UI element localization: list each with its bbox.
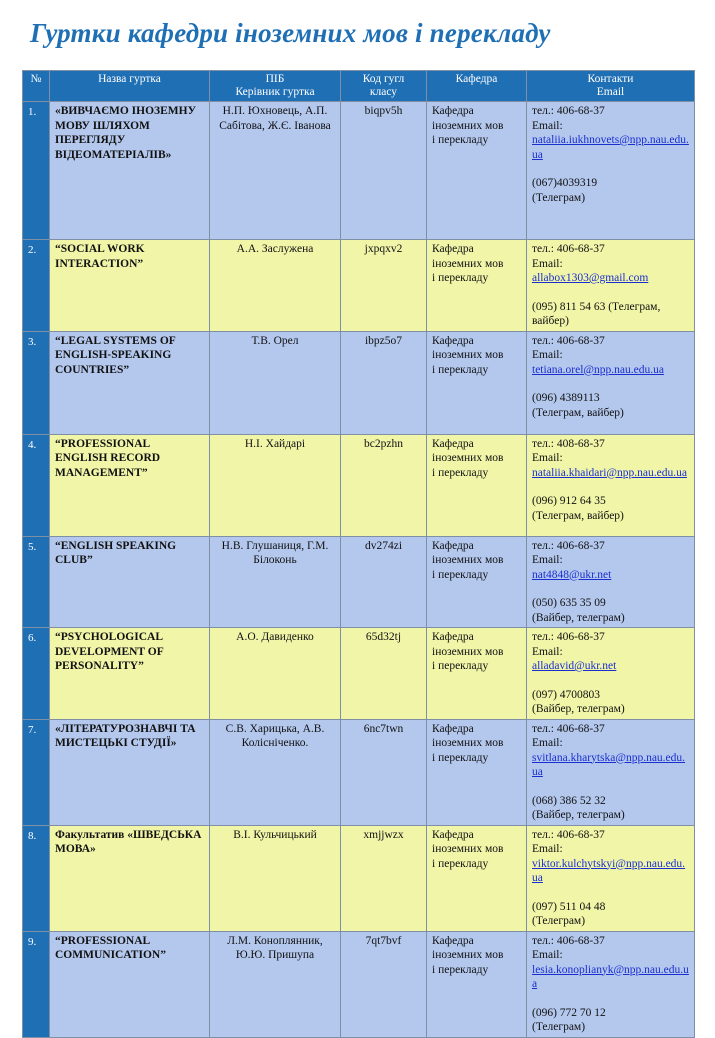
contacts xyxy=(527,719,695,825)
contact-tel: тел.: 406-68-37 xyxy=(532,243,605,255)
department-line: і перекладу xyxy=(432,660,489,672)
contact-phone: (096) 4389113 xyxy=(532,392,600,404)
table-row xyxy=(23,434,695,536)
class-code: dv274zi xyxy=(341,536,427,628)
contact-email-label: Email: xyxy=(532,349,563,361)
contact-email-link[interactable]: viktor.kulchytskyi@npp.nau.edu.ua xyxy=(532,857,686,884)
contact-messenger: (Телеграм, вайбер) xyxy=(532,406,624,419)
contact-phone: (068) 386 52 32 xyxy=(532,794,606,807)
club-name: “ENGLISH SPEAKING CLUB” xyxy=(50,536,210,628)
row-number: 3. xyxy=(23,331,50,434)
header-name: Назва гуртка xyxy=(50,71,210,102)
class-code: ibpz5o7 xyxy=(341,331,427,434)
club-head: Т.В. Орел xyxy=(210,331,341,434)
department-line: іноземних мов xyxy=(432,554,504,566)
department-line: іноземних мов xyxy=(432,257,504,270)
class-code: xmjjwzx xyxy=(341,825,427,931)
contact-spacer xyxy=(532,582,689,596)
department xyxy=(427,331,527,434)
contact-email-link[interactable]: lesia.konoplianyk@npp.nau.edu.ua xyxy=(532,963,689,990)
header-contacts-line2: Email xyxy=(596,86,625,98)
department-line: іноземних мов xyxy=(432,949,504,961)
contact-email-label: Email: xyxy=(532,119,563,132)
department xyxy=(427,931,527,1037)
contact-email-link[interactable]: nataliia.iukhnovets@npp.nau.edu.ua xyxy=(532,134,689,161)
row-number: 5. xyxy=(23,536,50,628)
row-number: 1. xyxy=(23,102,50,240)
header-code xyxy=(341,71,427,102)
contacts xyxy=(527,102,695,240)
department-line: Кафедра xyxy=(432,631,474,643)
contact-email-link[interactable]: alladavid@ukr.net xyxy=(532,660,617,672)
department-line: і перекладу xyxy=(432,963,489,976)
contact-phone: (095) 811 54 63 (Телеграм, xyxy=(532,300,661,313)
row-number: 7. xyxy=(23,719,50,825)
department xyxy=(427,240,527,332)
department-line: Кафедра xyxy=(432,105,474,117)
table-row xyxy=(23,825,695,931)
contact-spacer xyxy=(532,286,689,300)
department-line: і перекладу xyxy=(432,134,489,146)
contact-messenger: (Телеграм) xyxy=(532,915,586,927)
class-code: 65d32tj xyxy=(341,628,427,720)
row-number: 6. xyxy=(23,628,50,720)
class-code: bc2pzhn xyxy=(341,434,427,536)
contact-spacer xyxy=(532,780,689,794)
contact-tel: тел.: 406-68-37 xyxy=(532,722,605,735)
contact-email-link[interactable]: nataliia.khaidari@npp.nau.edu.ua xyxy=(532,466,687,479)
class-code: biqpv5h xyxy=(341,102,427,240)
contact-phone: (097) 511 04 48 xyxy=(532,900,606,913)
contact-spacer xyxy=(532,162,689,176)
contacts xyxy=(527,331,695,434)
contact-email-link[interactable]: allabox1303@gmail.com xyxy=(532,272,649,284)
table-header-row xyxy=(23,71,695,102)
department-line: Кафедра xyxy=(432,243,474,255)
header-head xyxy=(210,71,341,102)
class-code: jxpqxv2 xyxy=(341,240,427,332)
department-line: іноземних мов xyxy=(432,843,504,855)
contact-email-label: Email: xyxy=(532,737,563,749)
department xyxy=(427,719,527,825)
department-line: іноземних мов xyxy=(432,645,504,658)
contact-tel: тел.: 406-68-37 xyxy=(532,934,605,947)
contact-messenger: (Телеграм) xyxy=(532,191,586,204)
contact-tel: тел.: 406-68-37 xyxy=(532,631,605,643)
contact-tel: тел.: 406-68-37 xyxy=(532,105,605,117)
department xyxy=(427,102,527,240)
contact-spacer xyxy=(532,674,689,688)
table-row xyxy=(23,331,695,434)
department-line: Кафедра xyxy=(432,934,474,947)
contact-tel: тел.: 406-68-37 xyxy=(532,828,605,841)
contacts xyxy=(527,240,695,332)
department-line: іноземних мов xyxy=(432,119,504,132)
club-name: Факультатив «ШВЕДСЬКА МОВА» xyxy=(50,825,210,931)
department-line: Кафедра xyxy=(432,539,474,552)
contact-email-label: Email: xyxy=(532,257,563,270)
department-line: і перекладу xyxy=(432,363,489,376)
club-head: Н.В. Глушаниця, Г.М. Білоконь xyxy=(210,536,341,628)
contact-email-link[interactable]: svitlana.kharytska@npp.nau.edu.ua xyxy=(532,751,686,778)
header-contacts xyxy=(527,71,695,102)
header-code-line2: класу xyxy=(369,86,398,98)
department xyxy=(427,825,527,931)
contact-messenger: вайбер) xyxy=(532,315,569,327)
club-name: “PSYCHOLOGICAL DEVELOPMENT OF PERSONALITY” xyxy=(50,628,210,720)
department xyxy=(427,628,527,720)
contact-messenger: (Вайбер, телеграм) xyxy=(532,703,625,715)
club-head: Н.П. Юхновець, А.П. Сабітова, Ж.Є. Іванова xyxy=(210,102,341,240)
department-line: іноземних мов xyxy=(432,452,504,464)
contact-email-label: Email: xyxy=(532,843,563,855)
department-line: Кафедра xyxy=(432,437,474,450)
table-row xyxy=(23,931,695,1037)
contact-tel: тел.: 406-68-37 xyxy=(532,334,605,347)
contact-messenger: (Вайбер, телеграм) xyxy=(532,809,625,821)
club-name: “PROFESSIONAL COMMUNICATION” xyxy=(50,931,210,1037)
club-name: «ЛІТЕРАТУРОЗНАВЧІ ТА МИСТЕЦЬКІ СТУДІЇ» xyxy=(50,719,210,825)
page-title: Гуртки кафедри іноземних мов і перекладу xyxy=(30,18,551,48)
contact-messenger: (Вайбер, телеграм) xyxy=(532,611,625,624)
contacts xyxy=(527,628,695,720)
club-head: А.А. Заслужена xyxy=(210,240,341,332)
header-contacts-line1: Контакти xyxy=(587,73,634,85)
header-head-line1: ПІБ xyxy=(265,73,285,85)
department xyxy=(427,434,527,536)
row-number: 4. xyxy=(23,434,50,536)
class-code: 7qt7bvf xyxy=(341,931,427,1037)
contact-phone: (096) 912 64 35 xyxy=(532,495,606,507)
class-code: 6nc7twn xyxy=(341,719,427,825)
department-line: Кафедра xyxy=(432,722,474,735)
header-dept: Кафедра xyxy=(427,71,527,102)
department-line: і перекладу xyxy=(432,466,489,479)
contacts xyxy=(527,825,695,931)
contact-tel: тел.: 406-68-37 xyxy=(532,539,605,552)
contact-email-label: Email: xyxy=(532,645,563,658)
row-number: 2. xyxy=(23,240,50,332)
contact-spacer xyxy=(532,992,689,1006)
table-row xyxy=(23,719,695,825)
contact-spacer xyxy=(532,480,689,494)
contact-email-link[interactable]: tetiana.orel@npp.nau.edu.ua xyxy=(532,363,664,376)
table-row xyxy=(23,536,695,628)
contact-phone: (067)4039319 xyxy=(532,177,598,189)
contact-messenger: (Телеграм) xyxy=(532,1021,586,1033)
contact-email-label: Email: xyxy=(532,554,563,566)
row-number: 8. xyxy=(23,825,50,931)
contacts xyxy=(527,434,695,536)
club-name: “LEGAL SYSTEMS OF ENGLISH-SPEAKING COUNTRIES” xyxy=(50,331,210,434)
club-name: “SOCIAL WORK INTERACTION” xyxy=(50,240,210,332)
table-row xyxy=(23,102,695,240)
contact-phone: (050) 635 35 09 xyxy=(532,597,606,609)
contact-messenger: (Телеграм, вайбер) xyxy=(532,509,624,522)
club-head: Л.М. Коноплянник, Ю.Ю. Пришупа xyxy=(210,931,341,1037)
club-head: В.І. Кульчицький xyxy=(210,825,341,931)
department-line: і перекладу xyxy=(432,751,489,764)
header-code-line1: Код гугл xyxy=(362,73,405,85)
department-line: іноземних мов xyxy=(432,349,504,361)
header-num: № xyxy=(23,71,50,102)
department-line: іноземних мов xyxy=(432,737,504,749)
department-line: і перекладу xyxy=(432,568,489,581)
contact-phone: (096) 772 70 12 xyxy=(532,1006,606,1019)
contact-email-link[interactable]: nat4848@ukr.net xyxy=(532,568,612,581)
table-row xyxy=(23,628,695,720)
contact-email-label: Email: xyxy=(532,452,563,464)
club-head: С.В. Харицька, А.В. Колісніченко. xyxy=(210,719,341,825)
department xyxy=(427,536,527,628)
row-number: 9. xyxy=(23,931,50,1037)
club-head: А.О. Давиденко xyxy=(210,628,341,720)
table-row xyxy=(23,240,695,332)
club-name: “PROFESSIONAL ENGLISH RECORD MANAGEMENT” xyxy=(50,434,210,536)
department-line: Кафедра xyxy=(432,828,474,841)
header-head-line2: Керівник гуртка xyxy=(235,86,315,98)
department-line: Кафедра xyxy=(432,334,474,347)
department-line: і перекладу xyxy=(432,272,489,284)
clubs-table xyxy=(22,70,695,1038)
club-head: Н.І. Хайдарі xyxy=(210,434,341,536)
contact-spacer xyxy=(532,377,689,391)
contact-phone: (097) 4700803 xyxy=(532,688,601,701)
department-line: і перекладу xyxy=(432,857,489,870)
contacts xyxy=(527,536,695,628)
contact-tel: тел.: 408-68-37 xyxy=(532,437,605,450)
club-name: «ВИВЧАЄМО ІНОЗЕМНУ МОВУ ШЛЯХОМ ПЕРЕГЛЯДУ ВІДЕОМАТЕРІАЛІВ» xyxy=(50,102,210,240)
contact-email-label: Email: xyxy=(532,949,563,961)
contact-spacer xyxy=(532,886,689,900)
contacts xyxy=(527,931,695,1037)
